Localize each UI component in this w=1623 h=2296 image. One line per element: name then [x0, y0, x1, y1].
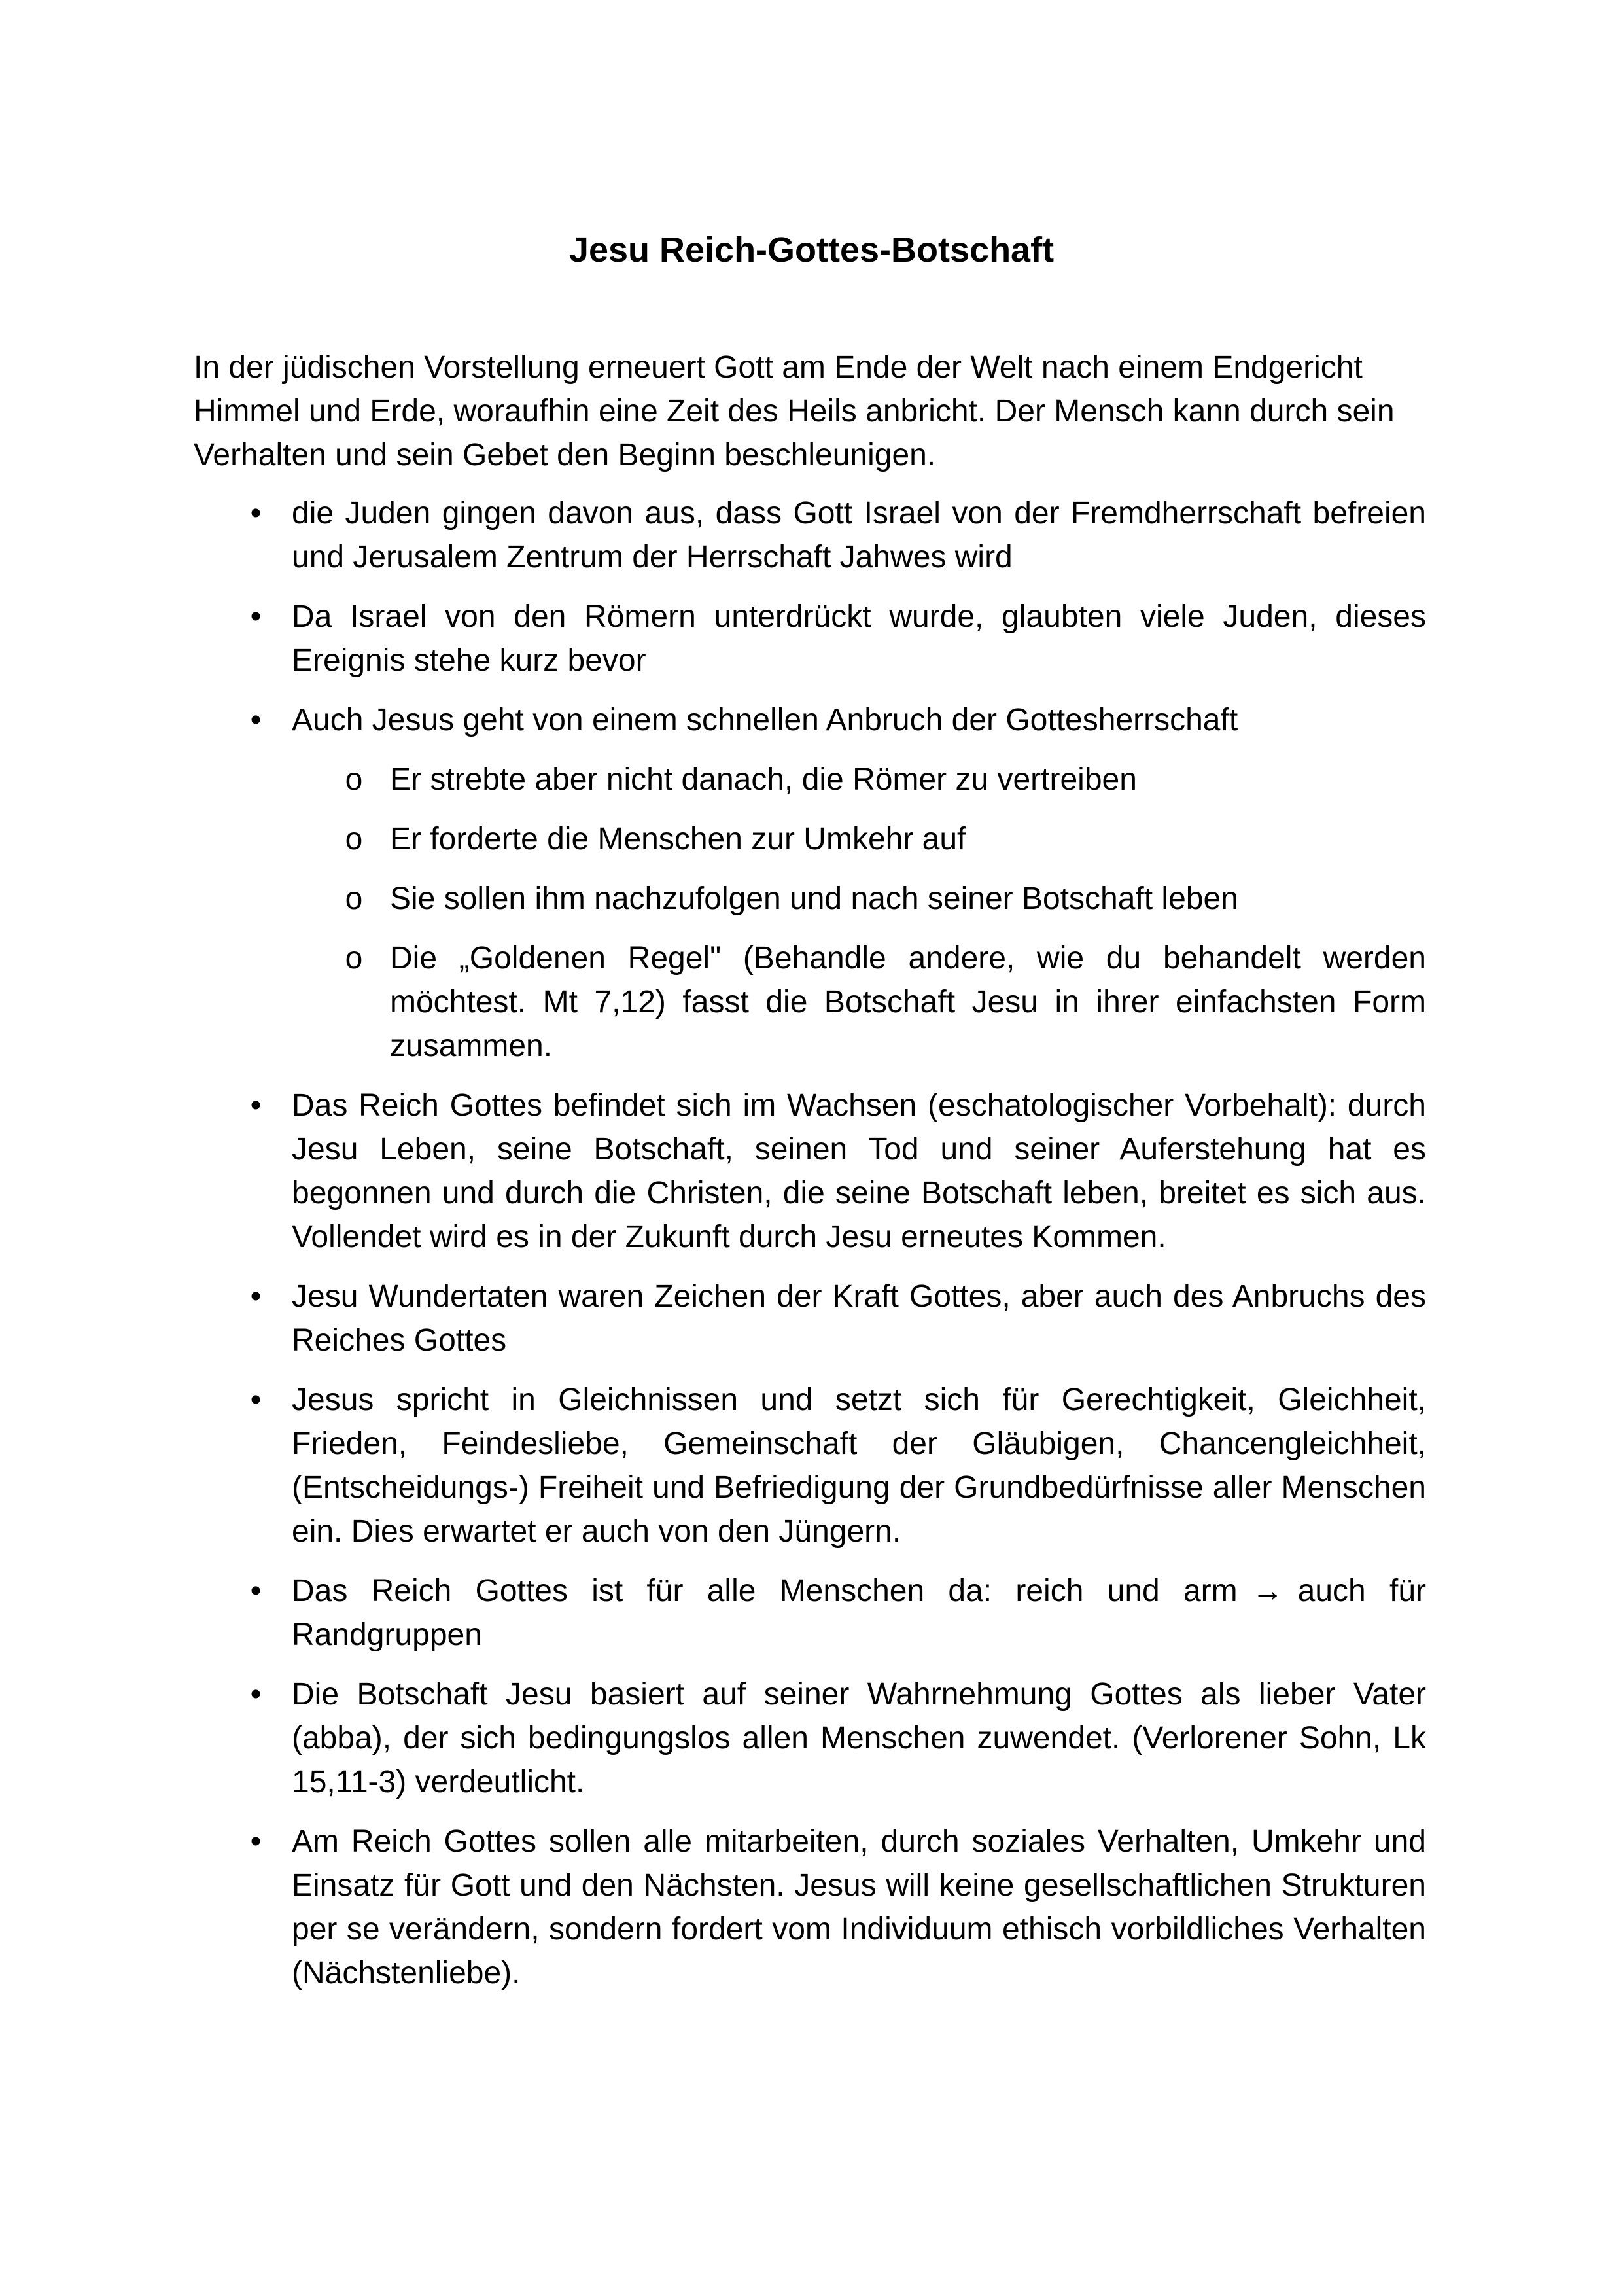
list-item-text: Da Israel von den Römern unterdrückt wurde, glaubten viele Juden, dieses Ereignis stehe kurz bevor — [292, 599, 1426, 678]
list-item-text-before-arrow: Das Reich Gottes ist für alle Menschen da: reich und arm — [292, 1574, 1238, 1608]
list-item-text: Jesu Wundertaten waren Zeichen der Kraft Gottes, aber auch des Anbruchs des Reiches Gottes — [292, 1279, 1426, 1358]
page-title: Jesu Reich-Gottes-Botschaft — [568, 230, 1055, 270]
list-item — [194, 595, 1426, 682]
list-item — [194, 1569, 1426, 1657]
sub-list-item — [292, 817, 1426, 861]
list-item-text: Die Botschaft Jesu basiert auf seiner Wahrnehmung Gottes als lieber Vater (abba), der sich bedingungslos allen Menschen zuwendet. (Verlorener Sohn, Lk 15,11-3) verdeutlicht. — [292, 1677, 1426, 1799]
bullet-icon: • — [250, 1677, 262, 1712]
sub-list-item — [292, 936, 1426, 1068]
list-item — [194, 698, 1426, 1068]
intro-paragraph: In der jüdischen Vorstellung erneuert Gott am Ende der Welt nach einem Endgericht Himmel und Erde, woraufhin eine Zeit des Heils anbricht. Der Mensch kann durch sein Verhalten und sein Gebet den Beginn beschleunigen. — [194, 350, 1395, 472]
circle-bullet-icon: o — [345, 881, 363, 916]
sub-list-item — [292, 877, 1426, 921]
list-item — [194, 1672, 1426, 1804]
circle-bullet-icon: o — [345, 822, 363, 857]
circle-bullet-icon: o — [345, 941, 363, 976]
list-item — [194, 1378, 1426, 1553]
bullet-icon: • — [250, 599, 262, 634]
bullet-icon: • — [250, 1574, 262, 1608]
bullet-icon: • — [250, 1279, 262, 1314]
list-item-text: Das Reich Gottes befindet sich im Wachsen (eschatologischer Vorbehalt): durch Jesu Leben, seine Botschaft, seinen Tod und seiner Auferstehung hat es begonnen und durch die Christen, die seine Botschaft leben, breitet es sich aus. Vollendet wird es in der Zukunft durch Jesu erneutes Kommen. — [292, 1088, 1426, 1254]
sub-list-item-text: Er forderte die Menschen zur Umkehr auf — [390, 822, 966, 857]
sub-list-item — [292, 758, 1426, 802]
bullet-icon: • — [250, 1383, 262, 1417]
arrow-right-icon: → — [1251, 1574, 1283, 1608]
bullet-icon: • — [250, 1088, 262, 1123]
list-item-text: Jesus spricht in Gleichnissen und setzt sich für Gerechtigkeit, Gleichheit, Frieden, Feindesliebe, Gemeinschaft der Gläubigen, Chancengleichheit, (Entscheidungs-) Freiheit und Befriedigung der Grundbedürfnisse aller Menschen ein. Dies erwartet er auch von den Jüngern. — [292, 1383, 1426, 1549]
list-item-text-after-arrow: auch für Randgruppen — [292, 1574, 1427, 1652]
sub-bullet-list — [292, 758, 1426, 1068]
bullet-icon: • — [250, 703, 262, 737]
sub-list-item-text: Die „Goldenen Regel" (Behandle andere, wie du behandelt werden möchtest. Mt 7,12) fasst die Botschaft Jesu in ihrer einfachsten Form zusammen. — [390, 941, 1426, 1063]
list-item — [194, 1820, 1426, 1995]
circle-bullet-icon: o — [345, 762, 363, 797]
document-body — [194, 345, 1426, 2011]
list-item-text: Am Reich Gottes sollen alle mitarbeiten, durch soziales Verhalten, Umkehr und Einsatz für Gott und den Nächsten. Jesus will keine gesellschaftlichen Strukturen per se verändern, sondern fordert vom Individuum ethisch vorbildliches Verhalten (Nächstenliebe). — [292, 1824, 1426, 1990]
list-item-text: Auch Jesus geht von einem schnellen Anbruch der Gottesherrschaft — [292, 703, 1238, 737]
list-item — [194, 1275, 1426, 1362]
bullet-list — [194, 491, 1426, 1995]
list-item — [194, 1084, 1426, 1259]
list-item-text: die Juden gingen davon aus, dass Gott Israel von der Fremdherrschaft befreien und Jerusalem Zentrum der Herrschaft Jahwes wird — [292, 496, 1426, 574]
bullet-icon: • — [250, 1824, 262, 1859]
sub-list-item-text: Sie sollen ihm nachzufolgen und nach seiner Botschaft leben — [390, 881, 1238, 916]
bullet-icon: • — [250, 496, 262, 531]
list-item — [194, 491, 1426, 579]
sub-list-item-text: Er strebte aber nicht danach, die Römer zu vertreiben — [390, 762, 1137, 797]
